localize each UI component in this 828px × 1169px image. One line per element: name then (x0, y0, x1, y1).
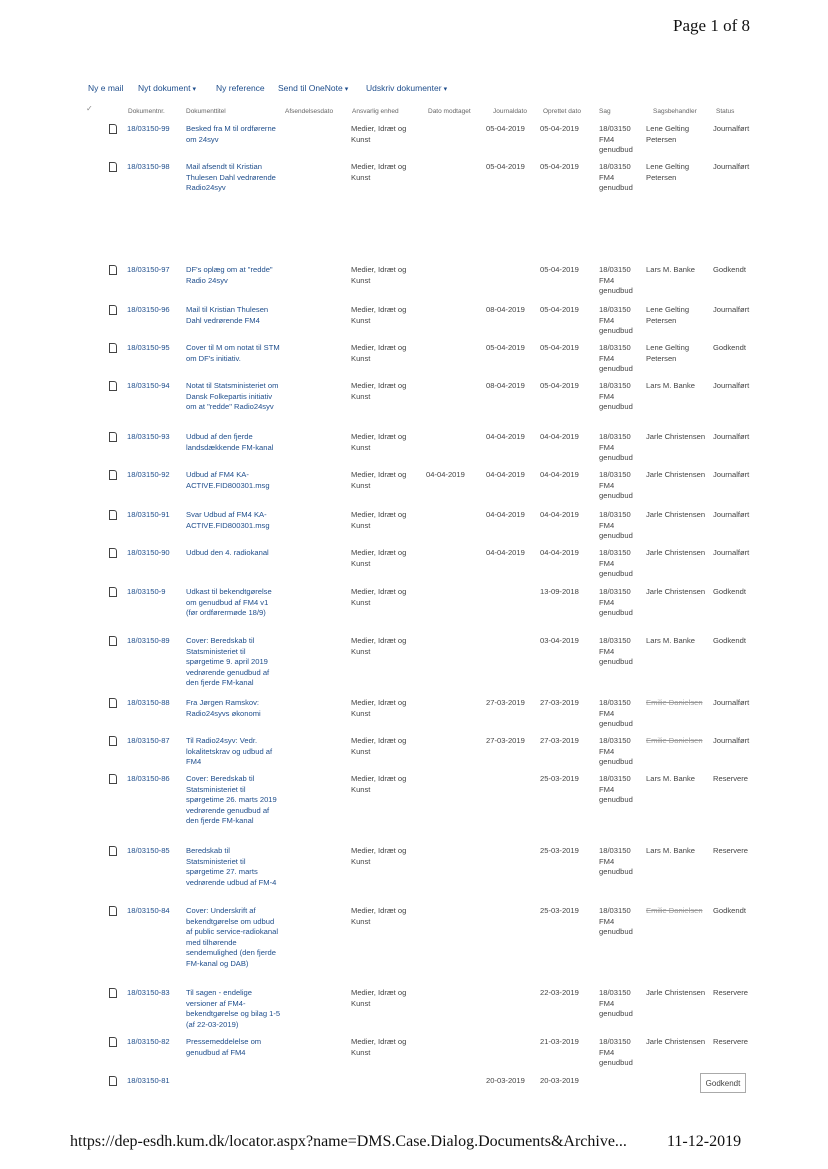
responsible-unit: Medier, Idræt og Kunst (351, 305, 407, 325)
journal-date: 04-04-2019 (486, 510, 525, 519)
received-date: 04-04-2019 (426, 470, 465, 479)
document-number-link[interactable]: 18/03150-81 (127, 1076, 170, 1085)
document-icon (109, 381, 117, 391)
document-icon (109, 510, 117, 520)
case-reference: 18/03150 FM4 genudbud (599, 548, 633, 578)
document-title-link[interactable]: Beredskab til Statsministeriet til spørgetime 27. marts vedrørende udbud af FM-4 (186, 846, 277, 887)
send-onenote-button[interactable] (278, 83, 348, 93)
document-title-link[interactable]: Udbud den 4. radiokanal (186, 548, 269, 557)
created-date: 05-04-2019 (540, 162, 579, 171)
responsible-unit: Medier, Idræt og Kunst (351, 736, 407, 756)
document-number-link[interactable]: 18/03150-95 (127, 343, 170, 352)
case-handler: Emilie Danielsen (646, 736, 703, 745)
document-icon (109, 587, 117, 597)
print-documents-button[interactable] (366, 83, 447, 93)
created-date: 04-04-2019 (540, 510, 579, 519)
document-number-link[interactable]: 18/03150-92 (127, 470, 170, 479)
document-number-link[interactable]: 18/03150-90 (127, 548, 170, 557)
case-handler: Emilie Danielsen (646, 906, 703, 915)
col-case[interactable]: Sag (599, 108, 611, 115)
case-handler: Jarle Christensen (646, 1037, 706, 1046)
document-number-link[interactable]: 18/03150-98 (127, 162, 170, 171)
case-reference: 18/03150 FM4 genudbud (599, 470, 633, 500)
document-number-link[interactable]: 18/03150-93 (127, 432, 170, 441)
chevron-down-icon: ▾ (344, 86, 349, 93)
journal-date: 20-03-2019 (486, 1076, 525, 1085)
responsible-unit: Medier, Idræt og Kunst (351, 548, 407, 568)
status-text: Godkendt (713, 343, 746, 352)
status-text: Journalført (713, 698, 750, 707)
responsible-unit: Medier, Idræt og Kunst (351, 1037, 407, 1057)
document-number-link[interactable]: 18/03150-91 (127, 510, 170, 519)
case-reference: 18/03150 FM4 genudbud (599, 906, 633, 936)
case-reference: 18/03150 FM4 genudbud (599, 587, 633, 617)
document-title-link[interactable]: Fra Jørgen Ramskov: Radio24syvs økonomi (186, 698, 261, 718)
chevron-down-icon: ▾ (192, 86, 196, 93)
case-reference: 18/03150 FM4 genudbud (599, 988, 633, 1018)
col-sent-date[interactable]: Afsendelsesdato (285, 108, 334, 115)
responsible-unit: Medier, Idræt og Kunst (351, 343, 407, 363)
responsible-unit: Medier, Idræt og Kunst (351, 587, 407, 607)
journal-date: 27-03-2019 (486, 698, 525, 707)
document-title-link[interactable]: Svar Udbud af FM4 KA-ACTIVE.FID800301.msg (186, 510, 270, 530)
case-reference: 18/03150 FM4 genudbud (599, 736, 633, 766)
document-number-link[interactable]: 18/03150-9 (127, 587, 166, 596)
document-icon (109, 432, 117, 442)
document-number-link[interactable]: 18/03150-83 (127, 988, 170, 997)
created-date: 04-04-2019 (540, 432, 579, 441)
case-handler: Lene Gelting Petersen (646, 343, 690, 363)
col-title[interactable]: Dokumenttitel (186, 108, 226, 115)
created-date: 25-03-2019 (540, 774, 579, 783)
case-handler: Lars M. Banke (646, 265, 695, 274)
journal-date: 05-04-2019 (486, 162, 525, 171)
created-date: 21-03-2019 (540, 1037, 579, 1046)
case-reference: 18/03150 FM4 genudbud (599, 162, 633, 192)
status-text: Journalført (713, 124, 750, 133)
document-number-link[interactable]: 18/03150-85 (127, 846, 170, 855)
responsible-unit: Medier, Idræt og Kunst (351, 124, 407, 144)
responsible-unit: Medier, Idræt og Kunst (351, 774, 407, 794)
document-title-link[interactable]: Mail afsendt til Kristian Thulesen Dahl vedrørende Radio24syv (186, 162, 276, 192)
document-icon (109, 774, 117, 784)
document-icon (109, 343, 117, 353)
case-handler: Lene Gelting Petersen (646, 124, 690, 144)
case-handler: Lene Gelting Petersen (646, 305, 690, 325)
journal-date: 05-04-2019 (486, 124, 525, 133)
case-reference: 18/03150 FM4 genudbud (599, 343, 633, 373)
status-text: Journalført (713, 736, 750, 745)
document-icon (109, 265, 117, 275)
document-title-link[interactable]: Udkast til bekendtgørelse om genudbud af FM4 v1 (før ordførermøde 18/9) (186, 587, 272, 617)
responsible-unit: Medier, Idræt og Kunst (351, 381, 407, 401)
status-text: Godkendt (713, 906, 746, 915)
case-handler: Lars M. Banke (646, 381, 695, 390)
document-number-link[interactable]: 18/03150-96 (127, 305, 170, 314)
document-title-link[interactable]: Til Radio24syv: Vedr. lokalitetskrav og udbud af FM4 (186, 736, 273, 766)
document-title-link[interactable]: Mail til Kristian Thulesen Dahl vedrørende FM4 (186, 305, 269, 325)
status-text: Journalført (713, 510, 750, 519)
document-icon (109, 988, 117, 998)
case-handler: Lars M. Banke (646, 774, 695, 783)
document-number-link[interactable]: 18/03150-97 (127, 265, 170, 274)
status-text: Journalført (713, 432, 750, 441)
new-document-label: Nyt dokument (138, 83, 191, 93)
created-date: 22-03-2019 (540, 988, 579, 997)
responsible-unit: Medier, Idræt og Kunst (351, 636, 407, 656)
journal-date: 05-04-2019 (486, 343, 525, 352)
status-text: Reservere (713, 988, 749, 997)
document-number-link[interactable]: 18/03150-84 (127, 906, 170, 915)
document-icon (109, 1037, 117, 1047)
col-received[interactable]: Dato modtaget (428, 108, 471, 115)
responsible-unit: Medier, Idræt og Kunst (351, 988, 407, 1008)
document-title-link[interactable]: Cover: Underskrift af bekendtgørelse om udbud af public service-radiokanal med tilhørende sendemulighed (den fjerde FM-kanal og DAB) (186, 906, 279, 968)
col-status[interactable]: Status (716, 108, 735, 115)
document-title-link[interactable]: Udbud af FM4 KA-ACTIVE.FID800301.msg (186, 470, 270, 490)
footer-date: 11-12-2019 (667, 1133, 742, 1150)
status-text: Godkendt (713, 636, 746, 645)
case-reference: 18/03150 FM4 genudbud (599, 846, 633, 876)
case-reference: 18/03150 FM4 genudbud (599, 1037, 633, 1067)
status-text: Godkendt (713, 265, 746, 274)
case-handler: Lene Gelting Petersen (646, 162, 690, 182)
case-reference: 18/03150 FM4 genudbud (599, 510, 633, 540)
document-icon (109, 636, 117, 646)
document-number-link[interactable]: 18/03150-99 (127, 124, 170, 133)
case-reference: 18/03150 FM4 genudbud (599, 636, 633, 666)
journal-date: 04-04-2019 (486, 548, 525, 557)
responsible-unit: Medier, Idræt og Kunst (351, 698, 407, 718)
col-number[interactable]: Dokumentnr. (128, 108, 165, 115)
document-title-link[interactable]: Besked fra M til ordførerne om 24syv (186, 124, 276, 144)
document-number-link[interactable]: 18/03150-82 (127, 1037, 170, 1046)
case-handler: Jarle Christensen (646, 470, 706, 479)
document-title-link[interactable]: Til sagen - endelige versioner af FM4-bekendtgørelse og bilag 1-5 (af 22-03-2019) (186, 988, 281, 1029)
col-unit[interactable]: Ansvarlig enhed (352, 108, 399, 115)
page-number: Page 1 of 8 (673, 16, 750, 35)
document-title-link[interactable]: Pressemeddelelse om genudbud af FM4 (186, 1037, 262, 1057)
document-icon (109, 846, 117, 856)
document-icon (109, 162, 117, 172)
status-text: Godkendt (713, 587, 746, 596)
created-date: 13-09-2018 (540, 587, 579, 596)
created-date: 05-04-2019 (540, 343, 579, 352)
case-reference: 18/03150 FM4 genudbud (599, 698, 633, 728)
journal-date: 08-04-2019 (486, 381, 525, 390)
created-date: 04-04-2019 (540, 548, 579, 557)
responsible-unit: Medier, Idræt og Kunst (351, 470, 407, 490)
responsible-unit: Medier, Idræt og Kunst (351, 432, 407, 452)
status-text: Reservere (713, 774, 749, 783)
created-date: 05-04-2019 (540, 381, 579, 390)
case-handler: Lars M. Banke (646, 846, 695, 855)
status-text: Journalført (713, 470, 750, 479)
created-date: 20-03-2019 (540, 1076, 579, 1085)
journal-date: 04-04-2019 (486, 432, 525, 441)
document-title-link[interactable]: Cover til M om notat til STM om DF's initiativ. (186, 343, 280, 363)
status-text: Journalført (713, 162, 750, 171)
col-created[interactable]: Oprettet dato (543, 108, 581, 115)
col-journal-date[interactable]: Journaldato (493, 108, 527, 115)
case-handler: Emilie Danielsen (646, 698, 703, 707)
status-text: Reservere (713, 1037, 749, 1046)
document-icon (109, 736, 117, 746)
case-reference: 18/03150 FM4 genudbud (599, 265, 633, 295)
status-text: Journalført (713, 305, 750, 314)
select-all-checkbox[interactable]: ✓ (86, 104, 93, 113)
status-text: Journalført (713, 548, 750, 557)
document-title-link[interactable]: DF's oplæg om at "redde" Radio 24syv (186, 265, 273, 285)
case-handler: Jarle Christensen (646, 548, 706, 557)
responsible-unit: Medier, Idræt og Kunst (351, 162, 407, 182)
document-icon (109, 906, 117, 916)
case-handler: Jarle Christensen (646, 432, 706, 441)
responsible-unit: Medier, Idræt og Kunst (351, 906, 407, 926)
created-date: 05-04-2019 (540, 124, 579, 133)
created-date: 27-03-2019 (540, 698, 579, 707)
created-date: 05-04-2019 (540, 265, 579, 274)
new-reference-button[interactable]: Ny reference (216, 83, 265, 93)
print-documents-label: Udskriv dokumenter (366, 83, 442, 93)
send-onenote-label: Send til OneNote (278, 83, 343, 93)
document-number-link[interactable]: 18/03150-86 (127, 774, 170, 783)
document-icon (109, 698, 117, 708)
case-reference: 18/03150 FM4 genudbud (599, 774, 633, 804)
created-date: 04-04-2019 (540, 470, 579, 479)
created-date: 27-03-2019 (540, 736, 579, 745)
document-icon (109, 305, 117, 315)
journal-date: 08-04-2019 (486, 305, 525, 314)
document-title-link[interactable]: Cover: Beredskab til Statsministeriet til spørgetime 9. april 2019 vedrørende genudbud af den fjerde FM-kanal (186, 636, 270, 687)
created-date: 03-04-2019 (540, 636, 579, 645)
table-header (0, 108, 828, 120)
document-title-link[interactable]: Udbud af den fjerde landsdækkende FM-kanal (186, 432, 274, 452)
document-title-link[interactable]: Cover: Beredskab til Statsministeriet til spørgetime 26. marts 2019 vedrørende genudbud af den fjerde FM-kanal (186, 774, 277, 825)
document-number-link[interactable]: 18/03150-89 (127, 636, 170, 645)
document-number-link[interactable]: 18/03150-87 (127, 736, 170, 745)
case-handler: Jarle Christensen (646, 587, 706, 596)
responsible-unit: Medier, Idræt og Kunst (351, 265, 407, 285)
case-reference: 18/03150 FM4 genudbud (599, 305, 633, 335)
new-mail-button[interactable]: Ny e mail (88, 83, 124, 93)
case-handler: Lars M. Banke (646, 636, 695, 645)
document-icon (109, 548, 117, 558)
created-date: 25-03-2019 (540, 846, 579, 855)
case-handler: Jarle Christensen (646, 510, 706, 519)
journal-date: 27-03-2019 (486, 736, 525, 745)
approve-button[interactable]: Godkendt (700, 1073, 746, 1093)
case-reference: 18/03150 FM4 genudbud (599, 124, 633, 154)
case-reference: 18/03150 FM4 genudbud (599, 381, 633, 411)
status-text: Journalført (713, 381, 750, 390)
responsible-unit: Medier, Idræt og Kunst (351, 846, 407, 866)
footer-url: https://dep-esdh.kum.dk/locator.aspx?name=DMS.Case.Dialog.Documents&Archive... (70, 1133, 627, 1150)
journal-date: 04-04-2019 (486, 470, 525, 479)
document-icon (109, 124, 117, 134)
document-number-link[interactable]: 18/03150-88 (127, 698, 170, 707)
col-handler[interactable]: Sagsbehandler (653, 108, 697, 115)
created-date: 05-04-2019 (540, 305, 579, 314)
new-document-button[interactable] (138, 83, 196, 93)
created-date: 25-03-2019 (540, 906, 579, 915)
case-reference: 18/03150 FM4 genudbud (599, 432, 633, 462)
chevron-down-icon: ▾ (443, 86, 448, 93)
case-handler: Jarle Christensen (646, 988, 706, 997)
document-icon (109, 1076, 117, 1086)
document-title-link[interactable]: Notat til Statsministeriet om Dansk Folkepartis initiativ om at "redde" Radio24syv (186, 381, 279, 411)
document-number-link[interactable]: 18/03150-94 (127, 381, 170, 390)
document-icon (109, 470, 117, 480)
status-text: Reservere (713, 846, 749, 855)
responsible-unit: Medier, Idræt og Kunst (351, 510, 407, 530)
